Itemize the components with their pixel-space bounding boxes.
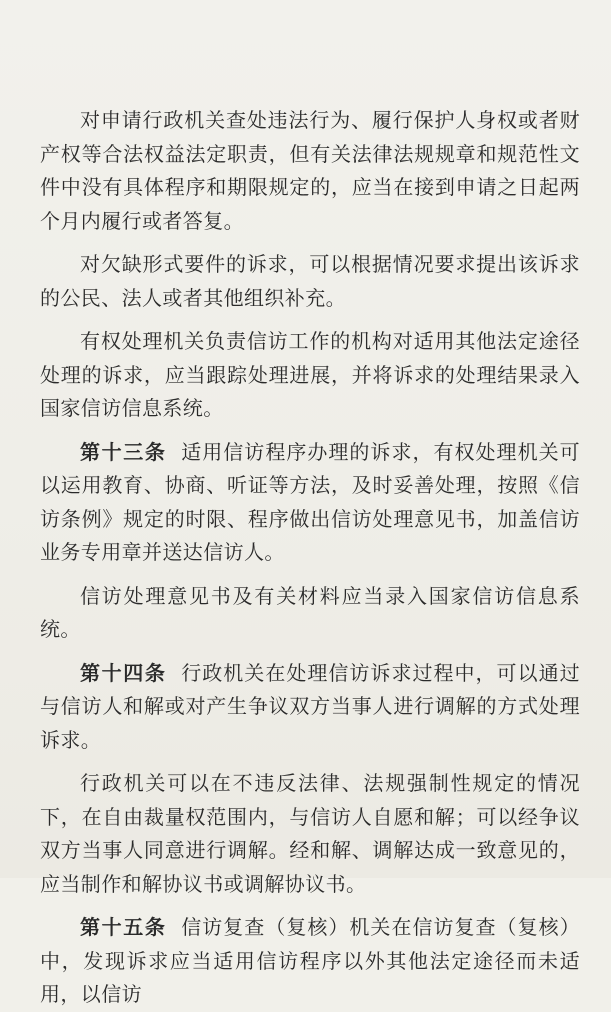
paragraph-5-text: 信访处理意见书及有关材料应当录入国家信访信息系统。 [40, 583, 580, 641]
paragraph-7-text: 行政机关可以在不违反法律、法规强制性规定的情况下，在自由裁量权范围内，与信访人自愿和解；可以经争议双方当事人同意进行调解。经和解、调解达成一致意见的，应当制作和解协议书或调解协议书。 [40, 771, 580, 896]
article-14-text: 行政机关在处理信访诉求过程中，可以通过与信访人和解或对产生争议双方当事人进行调解的方式处理诉求。 [40, 660, 581, 752]
article-13-title: 第十三条 [80, 439, 167, 464]
article-13-text: 适用信访程序办理的诉求，有权处理机关可以运用教育、协商、听证等方法，及时妥善处理，按照《信访条例》规定的时限、程序做出信访处理意见书，加盖信访业务专用章并送达信访人。 [40, 439, 581, 564]
paragraph-1 [40, 104, 580, 238]
article-14-title: 第十四条 [80, 660, 167, 685]
document-body [40, 104, 580, 1012]
paragraph-7 [40, 767, 580, 901]
article-13 [40, 436, 580, 570]
paragraph-3-text: 有权处理机关负责信访工作的机构对适用其他法定途径处理的诉求，应当跟踪处理进展，并将诉求的处理结果录入国家信访信息系统。 [40, 329, 580, 420]
article-15-title: 第十五条 [80, 915, 167, 939]
paragraph-2 [40, 248, 580, 315]
article-14 [40, 657, 580, 758]
paragraph-3 [40, 325, 580, 426]
article-15-text: 信访复查（复核）机关在信访复查（复核）中，发现诉求应当适用信访程序以外其他法定途径而未适用，以信访 [40, 915, 581, 1006]
article-15 [40, 911, 580, 1012]
paragraph-5 [40, 580, 580, 647]
paragraph-1-text: 对申请行政机关查处违法行为、履行保护人身权或者财产权等合法权益法定职责，但有关法律法规规章和规范性文件中没有具体程序和期限规定的，应当在接到申请之日起两个月内履行或者答复。 [40, 108, 580, 233]
paragraph-2-text: 对欠缺形式要件的诉求，可以根据情况要求提出该诉求的公民、法人或者其他组织补充。 [40, 252, 580, 310]
